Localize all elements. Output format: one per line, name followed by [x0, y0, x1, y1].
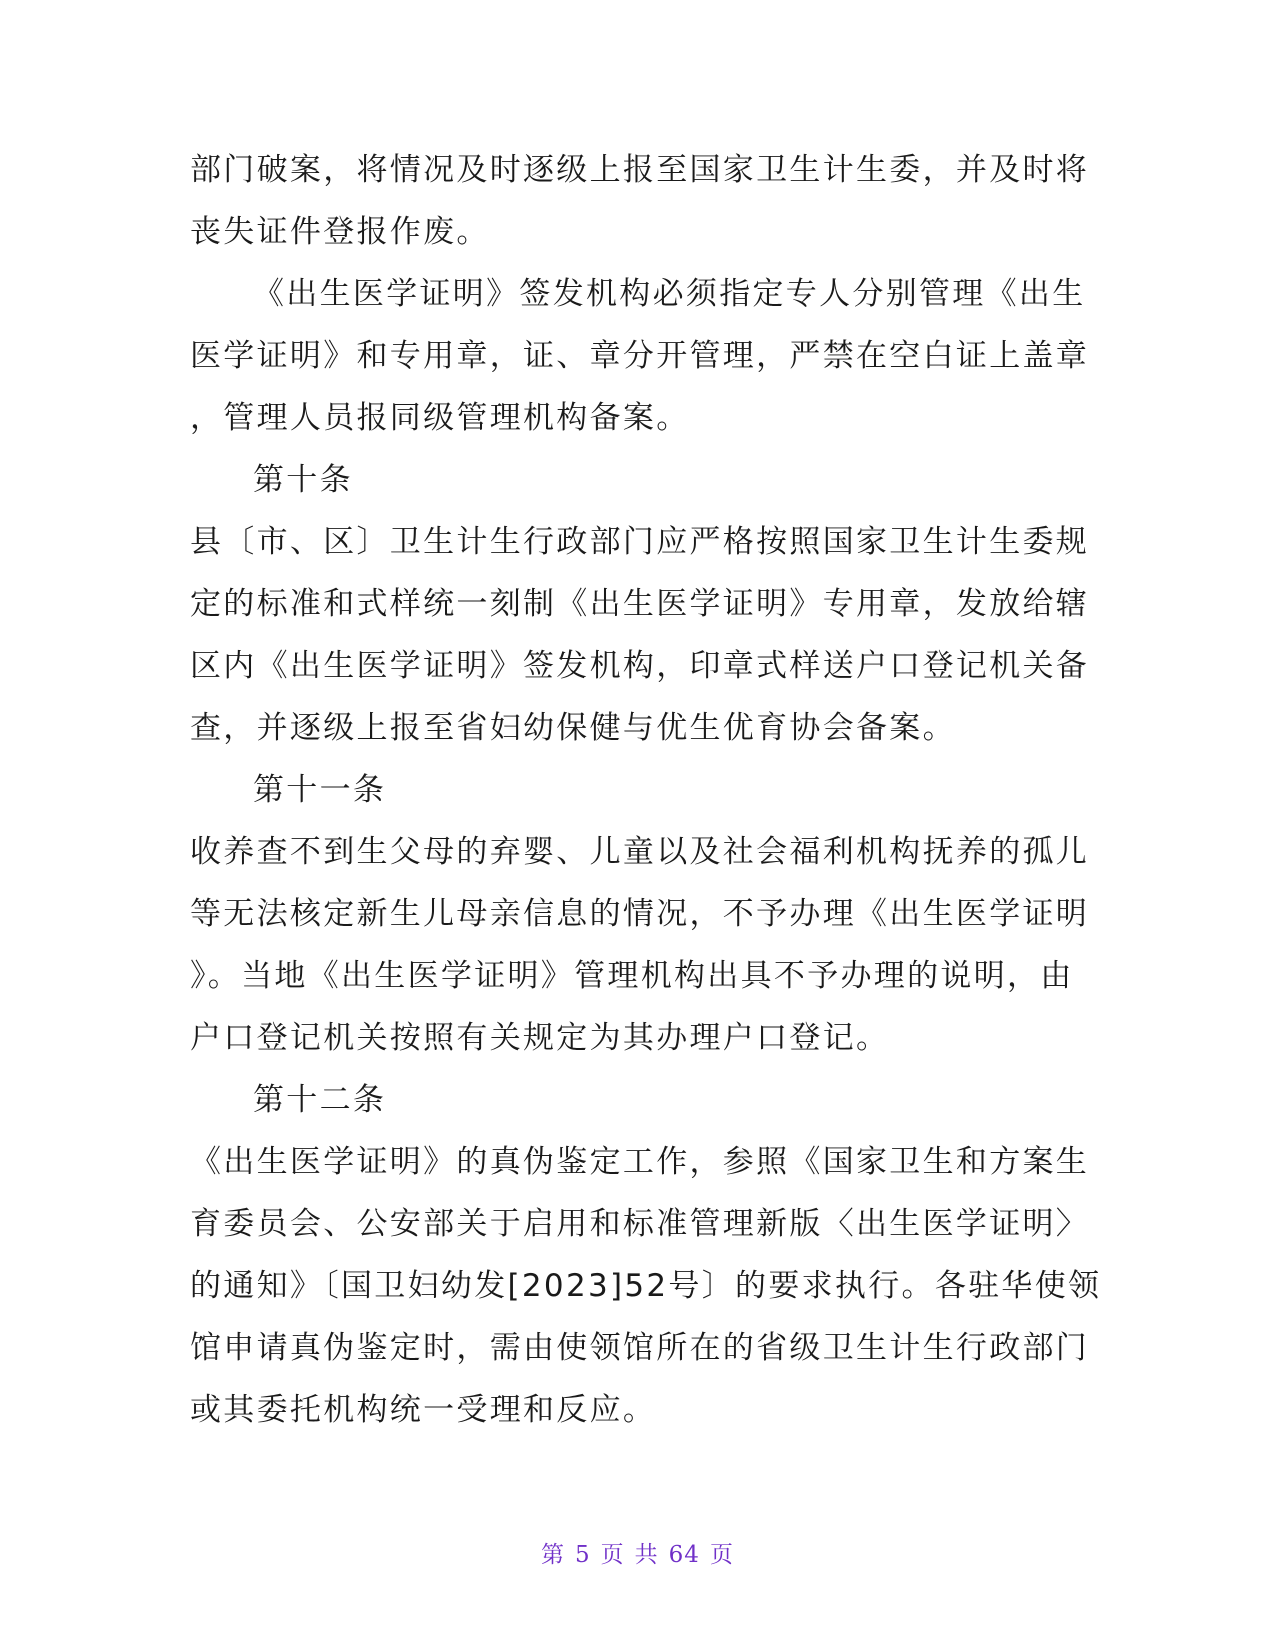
- body-text-line: 部门破案，将情况及时逐级上报至国家卫生计生委，并及时将: [190, 152, 1090, 188]
- total-unit: 页: [709, 1542, 734, 1568]
- body-text-line: 等无法核定新生儿母亲信息的情况，不予办理《出生医学证明: [190, 896, 1090, 932]
- body-text-line: 《出生医学证明》的真伪鉴定工作，参照《国家卫生和方案生: [190, 1144, 1090, 1180]
- article-heading: 第十条: [253, 462, 353, 498]
- body-text-line: 定的标准和式样统一刻制《出生医学证明》专用章，发放给辖: [190, 586, 1090, 622]
- page-current: 5: [575, 1542, 591, 1568]
- body-text-line: 丧失证件登报作废。: [190, 214, 490, 250]
- body-text-line: 育委员会、公安部关于启用和标准管理新版〈出生医学证明〉: [190, 1206, 1090, 1242]
- body-text-line: 的通知》〔国卫妇幼发[2023]52号〕的要求执行。各驻华使领: [190, 1268, 1102, 1304]
- body-text-line: 县〔市、区〕卫生计生行政部门应严格按照国家卫生计生委规: [190, 524, 1090, 560]
- page-label: 第: [541, 1542, 566, 1568]
- total-label: 共: [634, 1542, 659, 1568]
- page-total: 64: [668, 1542, 700, 1568]
- body-text-line: 馆申请真伪鉴定时，需由使领馆所在的省级卫生计生行政部门: [190, 1330, 1090, 1366]
- body-text-line: 或其委托机构统一受理和反应。: [190, 1392, 657, 1428]
- body-text-line: 《出生医学证明》签发机构必须指定专人分别管理《出生: [253, 276, 1086, 312]
- body-text-line: 》。当地《出生医学证明》管理机构出具不予办理的说明，由: [190, 958, 1074, 994]
- body-text-line: ，管理人员报同级管理机构备案。: [190, 400, 690, 436]
- body-text-line: 医学证明》和专用章，证、章分开管理，严禁在空白证上盖章: [190, 338, 1090, 374]
- body-text-line: 查，并逐级上报至省妇幼保健与优生优育协会备案。: [190, 710, 956, 746]
- body-text-line: 收养查不到生父母的弃婴、儿童以及社会福利机构抚养的孤儿: [190, 834, 1090, 870]
- body-text-line: 户口登记机关按照有关规定为其办理户口登记。: [190, 1020, 890, 1056]
- page-unit: 页: [600, 1542, 625, 1568]
- page-footer: [0, 1536, 1275, 1569]
- article-heading: 第十二条: [253, 1082, 387, 1118]
- body-text-line: 区内《出生医学证明》签发机构，印章式样送户口登记机关备: [190, 648, 1090, 684]
- article-heading: 第十一条: [253, 772, 387, 808]
